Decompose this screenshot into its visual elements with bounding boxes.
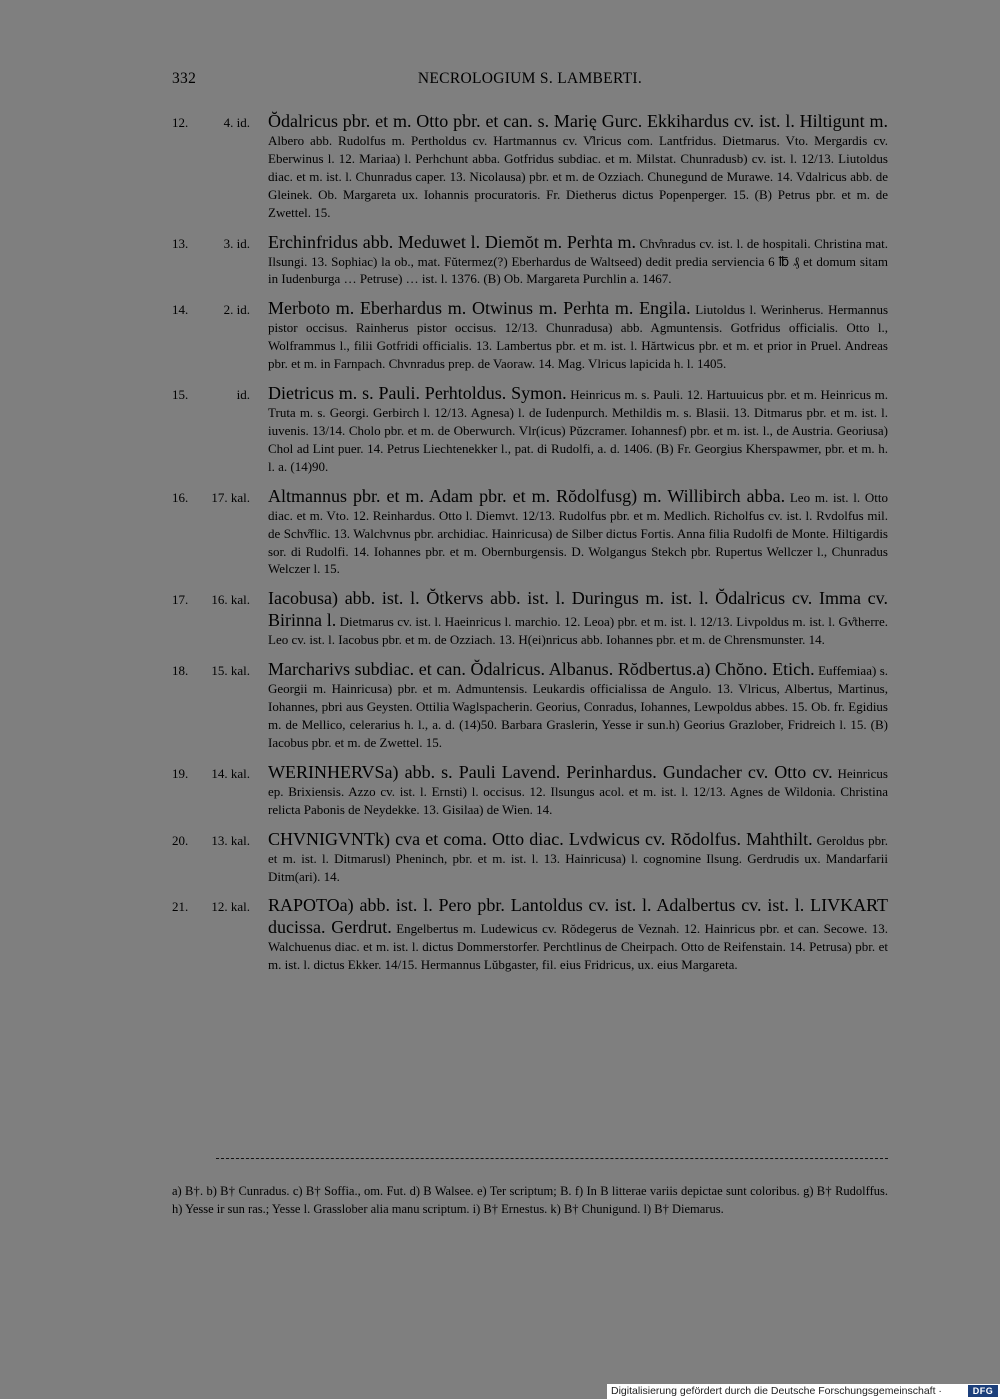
- digitization-credit-bar: [607, 1384, 1000, 1399]
- entry-text: [268, 894, 888, 974]
- entry-lead: Merboto m. Eberhardus m. Otwinus m. Perhta m. Engila.: [268, 298, 691, 319]
- entry-date: 3. id.: [223, 235, 250, 251]
- entry-body: Engelbertus m. Ludewicus cv. Rŏdegerus de Veznah. 12. Hainricus pbr. et can. Secowe. 13. Walchuenus diac. et m. ist. l. dictus Dommerstorfer. Perchtlinus de Cheirpach. Otto de Reifenstain. 14. Petrusa) pbr. et m. ist. l. dictus Ekker. 14/15. Hermannus Lŭbgaster, fil. eius Fridricus, ux. eius Margareta.: [268, 921, 888, 973]
- entry-date: 14. kal.: [211, 765, 250, 781]
- entry-date: 16. kal.: [211, 592, 250, 608]
- footnote-divider: [216, 1158, 888, 1159]
- entry-19: [172, 761, 888, 819]
- entry-date: 12. kal.: [211, 899, 250, 915]
- entry-lead: Erchinfridus abb. Meduwet l. Diemŏt m. Perhta m.: [268, 231, 637, 252]
- entry-number: 18.: [172, 663, 189, 679]
- entry-number: 20.: [172, 832, 189, 848]
- digitization-credit-text: Digitalisierung gefördert durch die Deutsche Forschungsgemeinschaft ·: [611, 1385, 942, 1397]
- page-title: NECROLOGIUM S. LAMBERTI.: [417, 70, 643, 87]
- entry-text: [268, 658, 888, 752]
- entry-text: [268, 297, 888, 373]
- entry-13: [172, 231, 888, 289]
- entry-body: Heinricus m. s. Pauli. 12. Hartuuicus pbr. et m. Heinricus m. Truta m. s. Georgi. Gerbirch l. 12/13. Agnesa) l. de Iudenpurch. Methildis m. s. Blasii. 13. Ditmarus pbr. et m. ist. l. iuvenis. 13/14. Cholo pbr. et m. de Oberwurch. Vlr(icus) Pŭzcramer. Iohannesf) pbr. et m. ist. l., de Austria. Georiusa) Chol ad Lint puer. 14. Petrus Liechtenekker l., pat. di Rudolfi, a. d. 1406. (B) Fr. Georgius Kherspawmer, pbr. et m. h. l. a. (14)90.: [268, 387, 889, 474]
- entry-body: Heinricus ep. Brixiensis. Azzo cv. ist. l. Ernsti) l. occisus. 12. Ilsungus acol. et m. ist. l. 12/13. Agnes de Wildonia. Christina relicta Pabonis de Neydekke. 13. Gisilaa) de Wien. 14.: [268, 765, 888, 817]
- entry-lead: Iacobusa) abb. ist. l. Ŏtkervs abb. ist. l. Duringus m. ist. l. Ŏdalricus cv. Imma cv. Birinna l.: [268, 588, 888, 631]
- entry-text: [268, 761, 888, 819]
- entry-20: [172, 828, 888, 886]
- entry-body: Leo m. ist. l. Otto diac. et m. Vto. 12. Reinhardus. Otto l. Diemvt. 12/13. Rudolfus pbr. et m. Medlich. Richolfus cv. ist. l. Rvdolfus mil. de Schv̊flic. 13. Walchvnus pbr. archidiac. Hainricusa) de Silber dictus Fortis. Anna filia Rudolfi de Monte. Hiltigardis sor. di Rudolfi. 14. Iohannes pbr. et m. Obernburgensis. D. Wolgangus Stekch pbr. Rupertus Wellczer l., Chunradus Welczer l. 15.: [268, 489, 889, 577]
- entry-lead: WERINHERVSa) abb. s. Pauli Lavend. Perinhardus. Gundacher cv. Otto cv.: [268, 761, 833, 782]
- entry-text: [268, 231, 888, 289]
- entry-12: [172, 110, 888, 222]
- entry-text: [268, 828, 888, 886]
- page-number: 332: [172, 70, 197, 87]
- entry-body: Geroldus pbr. et m. ist. l. Ditmarusl) Pheninch, pbr. et m. ist. l. 13. Hainricusa) l. cognomine Ilsung. Gerdrudis ux. Mandarfarii Ditm(ari). 14.: [268, 832, 889, 884]
- entry-body: Albero abb. Rudolfus m. Pertholdus cv. Hartmannus cv. V̊lricus com. Lantfridus. Dietmarus. Vto. Mergardis cv. Eberwinus l. 12. Mariaa) l. Perhchunt abba. Gotfridus subdiac. et m. Milstat. Chunradusb) cv. ist. l. 12/13. Liutoldus diac. et m. ist. l. Chunradus caper. 13. Nicolausa) pbr. et m. de Ozziach. Chunegund de Murawe. 14. Vdalricus abb. de Gleinek. Ob. Margareta ux. Iohannis procuratoris. Fr. Dietherus dictus Popenperger. 15. (B) Petrus pbr. et m. de Zwettel. 15.: [268, 133, 888, 220]
- entry-16: [172, 485, 888, 579]
- entry-text: [268, 587, 888, 649]
- entry-number: 17.: [172, 592, 189, 608]
- entry-lead: Ŏdalricus pbr. et m. Otto pbr. et can. s. Marię Gurc. Ekkihardus cv. ist. l. Hiltigunt m.: [268, 111, 888, 131]
- entry-date: 13. kal.: [211, 832, 250, 848]
- entry-lead: Altmannus pbr. et m. Adam pbr. et m. Rŏdolfusg) m. Willibirch abba.: [268, 485, 786, 506]
- entry-date: 2. id.: [223, 302, 250, 318]
- dfg-logo-icon[interactable]: DFG: [968, 1385, 998, 1397]
- entry-number: 13.: [172, 235, 189, 251]
- entry-text: [268, 382, 888, 476]
- entry-date: 15. kal.: [211, 663, 250, 679]
- entry-lead: RAPOTOa) abb. ist. l. Pero pbr. Lantoldus cv. ist. l. Adalbertus cv. ist. l. LIVKART ducissa. Gerdrut.: [268, 895, 888, 938]
- entry-lead: Marcharivs subdiac. et can. Ŏdalricus. Albanus. Rŏdbertus.a) Chŏno. Etich.: [268, 659, 815, 680]
- entry-date: id.: [236, 387, 250, 403]
- entry-lead: CHVNIGVNTk) cva et coma. Otto diac. Lvdwicus cv. Rŏdolfus. Mahthilt.: [268, 828, 813, 849]
- necrology-entries: [172, 110, 888, 983]
- entry-date: 17. kal.: [211, 489, 250, 505]
- entry-14: [172, 297, 888, 373]
- entry-number: 14.: [172, 302, 189, 318]
- entry-body: Chv̊nradus cv. ist. l. de hospitali. Christina mat. Ilsungi. 13. Sophiac) la ob., mat. Fŭtermez(?) Eberhardus de Waltseed) dedit predia serviencia 6 ℔ ₰ et domum sitam in Iudenburga … Petruse) … ist. l. 1376. (B) Ob. Margareta Purchlin a. 1467.: [268, 235, 888, 287]
- entry-number: 19.: [172, 765, 189, 781]
- entry-body: Euffemiaa) s. Georgii m. Hainricusa) pbr. et m. Admuntensis. Leukardis officialissa de Angulo. 13. Vlricus, Albertus, Martinus, Iohannes, pbri aus Geysten. Ottilia Waglspacherin. Georius, Conradus, Iohannes, Lewpoldus abbes. 15. Ob. fr. Egidius m. de Mellico, celerarius h. l., a. d. (14)50. Barbara Graslerin, Yesse ir sun.h) Georius Grazlober, Fridreich l. 15. (B) Iacobus pbr. et m. de Zwettel. 15.: [268, 663, 889, 750]
- entry-17: [172, 587, 888, 649]
- entry-number: 15.: [172, 387, 189, 403]
- entry-text: [268, 485, 888, 579]
- footnotes: a) B†. b) B† Cunradus. c) B† Soffia., om. Fut. d) B Walsee. e) Ter scriptum; B. f) In B litterae variis depictae sunt coloribus. g) B† Rudolffus. h) Yesse ir sun ras.; Yesse l. Grasslober alia manu scriptum. i) B† Ernestus. k) B† Chunigund. l) B† Diemarus.: [172, 1184, 888, 1216]
- entry-date: 4. id.: [223, 115, 250, 130]
- entry-body: Dietmarus cv. ist. l. Haeinricus l. marchio. 12. Leoa) pbr. et m. ist. l. 12/13. Livpoldus m. ist. l. Gv̊therre. Leo cv. ist. l. Iacobus pbr. et m. de Ozziach. 13. H(ei)nricus abb. Iohannes pbr. et m. de Chrensmunster. 14.: [268, 614, 888, 648]
- entry-number: 21.: [172, 899, 189, 915]
- entry-18: [172, 658, 888, 752]
- entry-text: [268, 110, 888, 222]
- page-header: [172, 70, 888, 94]
- entry-body: Liutoldus l. Werinherus. Hermannus pistor occisus. Rainherus pistor occisus. 12/13. Chunradusa) abb. Agmuntensis. Gotfridus officialis. Otto l., Wolframmus l., filii Gotfridi officialis. 13. Lambertus pbr. et m. ist. l. Hărtwicus pbr. et m. et prior in Pruel. Andreas pbr. et m. in Farnpach. Chvnradus prep. de Vaoraw. 14. Mag. Vlricus lapicida h. l. 1405.: [268, 302, 889, 372]
- entry-15: [172, 382, 888, 476]
- entry-number: 12.: [172, 115, 189, 130]
- entry-lead: Dietricus m. s. Pauli. Perhtoldus. Symon.: [268, 383, 567, 404]
- entry-number: 16.: [172, 489, 189, 505]
- entry-21: [172, 894, 888, 974]
